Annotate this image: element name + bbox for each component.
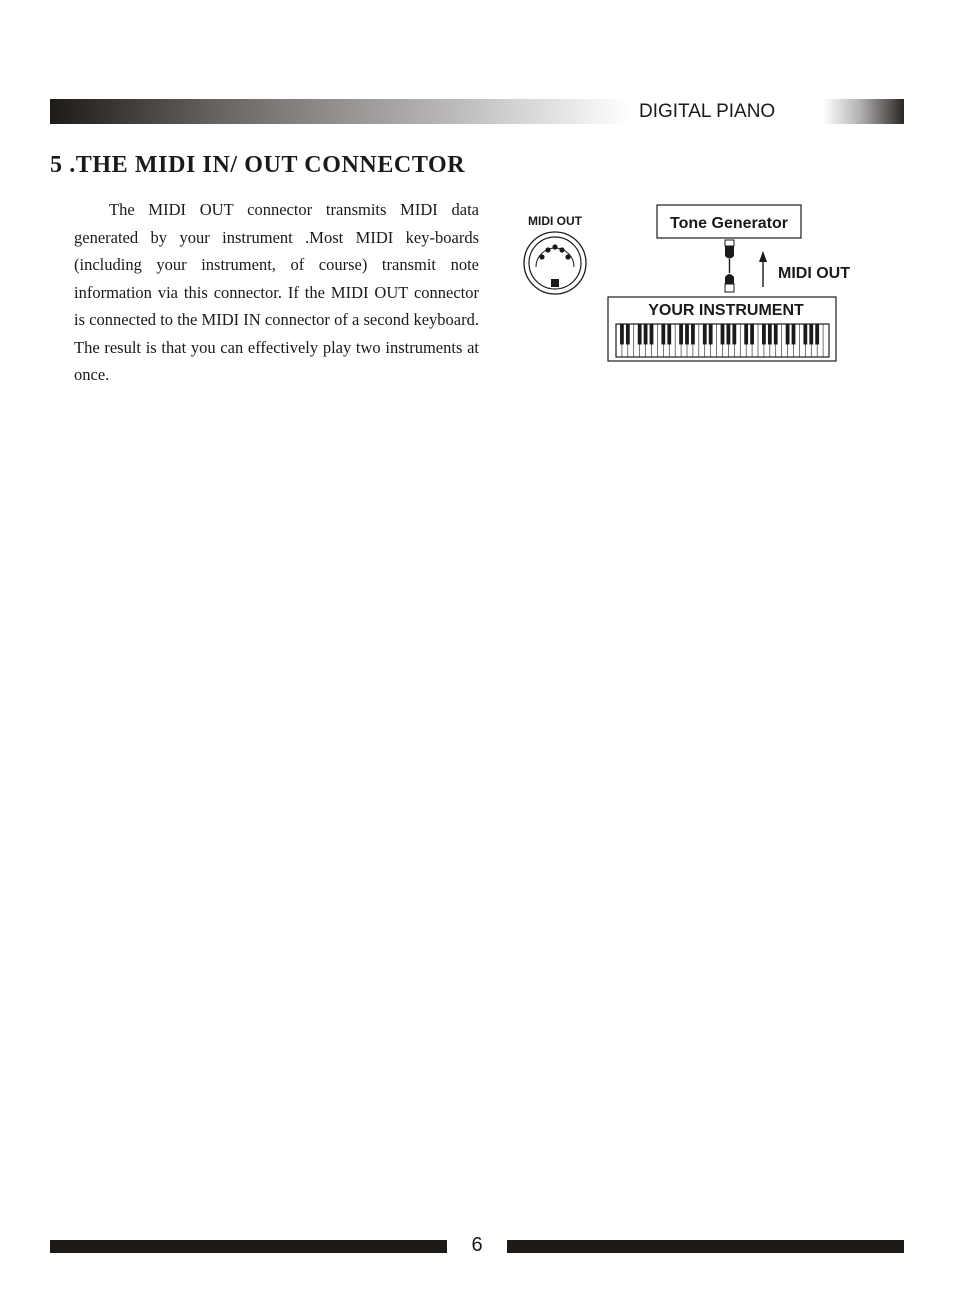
black-key xyxy=(703,324,707,344)
black-key xyxy=(768,324,772,344)
black-key xyxy=(792,324,796,344)
black-key xyxy=(762,324,766,344)
black-key xyxy=(727,324,731,344)
midi-din-connector-icon xyxy=(524,232,586,294)
midi-connection-diagram xyxy=(515,200,875,370)
midi-out-port-label: MIDI OUT xyxy=(528,214,582,228)
black-key xyxy=(685,324,689,344)
footer-bar-left xyxy=(50,1240,447,1253)
black-key xyxy=(732,324,736,344)
black-key xyxy=(774,324,778,344)
black-key xyxy=(644,324,648,344)
black-key xyxy=(721,324,725,344)
midi-out-signal-label: MIDI OUT xyxy=(778,265,850,282)
section-body: The MIDI OUT connector transmits MIDI data generated by your instrument .Most MIDI key-boards (including your instrument, of course) transmit note information via this connector. If the MIDI OUT connector is connected to the MIDI IN connector of a second keyboard. The result is that you can effectively play two instruments at once. xyxy=(74,200,479,384)
tone-generator-label: Tone Generator xyxy=(670,215,788,232)
black-key xyxy=(626,324,630,344)
black-key xyxy=(803,324,807,344)
page-number: 6 xyxy=(471,1234,483,1256)
black-key xyxy=(809,324,813,344)
black-key xyxy=(638,324,642,344)
black-key xyxy=(679,324,683,344)
midi-cable-icon xyxy=(725,240,734,292)
header-gradient-bar-right xyxy=(823,99,904,124)
black-key xyxy=(691,324,695,344)
black-key xyxy=(744,324,748,344)
footer-bar-right xyxy=(507,1240,904,1253)
arrow-up-icon xyxy=(759,251,767,287)
black-key xyxy=(620,324,624,344)
black-key xyxy=(786,324,790,344)
header-title: DIGITAL PIANO xyxy=(639,101,776,122)
black-key xyxy=(650,324,654,344)
black-key xyxy=(709,324,713,344)
black-key xyxy=(661,324,665,344)
black-key xyxy=(815,324,819,344)
black-key xyxy=(667,324,671,344)
header-gradient-bar xyxy=(50,99,630,124)
section-title: 5 .THE MIDI IN/ OUT CONNECTOR xyxy=(50,152,466,178)
black-key xyxy=(750,324,754,344)
instrument-label: YOUR INSTRUMENT xyxy=(648,302,804,319)
